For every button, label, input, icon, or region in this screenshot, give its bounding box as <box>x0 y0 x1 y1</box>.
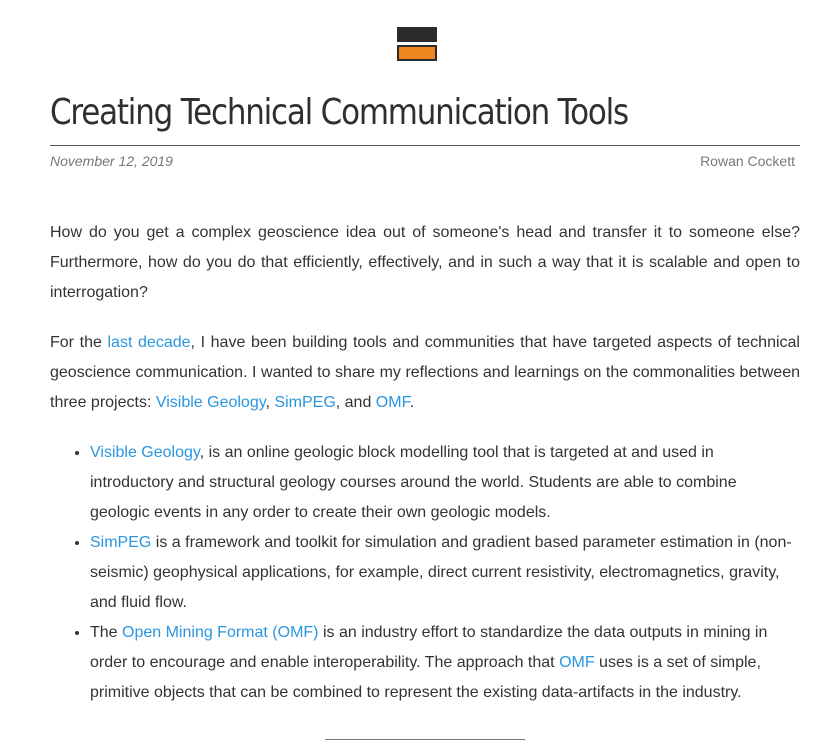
omf-prefix: The <box>90 624 123 641</box>
visible-geology-description: , is an online geologic block modelling tool that is targeted at and used in introductory and structural geology courses around the world. Students are able to combine geologic events in any order to create their own geologic models. <box>90 444 737 521</box>
context-text-b: , I have been building tools and communities that have targeted aspects of technical geoscience communication. I wanted to share my reflections and learnings on the commonalities between three projects: <box>50 334 800 411</box>
logo-bar-bottom <box>397 45 437 61</box>
logo-bar-top <box>397 27 437 42</box>
open-mining-format-link[interactable]: Open Mining Format (OMF) <box>122 624 319 641</box>
omf-description-a: is an industry effort to standardize the data outputs in mining in order to encourage and enable interoperability. The approach that <box>90 624 768 671</box>
simpeg-description: is a framework and toolkit for simulation and gradient based parameter estimation in (non-seismic) geophysical applications, for example, direct current resistivity, electromagnetics, gravity, and fluid flow. <box>90 534 792 611</box>
omf-link[interactable]: OMF <box>375 394 410 411</box>
simpeg-link[interactable]: SimPEG <box>274 394 336 411</box>
post-title: Creating Technical Communication Tools <box>50 92 628 133</box>
omf-inline-link[interactable]: OMF <box>559 654 595 671</box>
projects-list <box>50 438 800 708</box>
logo-bar-accent <box>399 47 435 59</box>
site-logo-icon[interactable] <box>397 27 437 61</box>
omf-description-b: uses is a set of simple, primitive objects that can be combined to represent the existing data-artifacts in the industry. <box>90 654 761 701</box>
context-text-a: For the <box>50 334 108 351</box>
post-date: November 12, 2019 <box>50 153 173 169</box>
context-text-d: , and <box>335 394 376 411</box>
post-body <box>50 218 800 708</box>
simpeg-item-link[interactable]: SimPEG <box>90 534 152 551</box>
context-text-e: . <box>409 394 415 411</box>
list-item-simpeg <box>90 528 800 618</box>
post-author: Rowan Cockett <box>700 153 795 169</box>
context-paragraph <box>50 328 800 418</box>
visible-geology-item-link[interactable]: Visible Geology <box>90 444 200 461</box>
intro-paragraph <box>50 218 800 308</box>
title-divider <box>50 145 800 146</box>
list-item-visible-geology <box>90 438 800 528</box>
section-divider <box>325 739 525 740</box>
intro-text: How do you get a complex geoscience idea out of someone's head and transfer it to someone else? Furthermore, how do you do that efficiently, effectively, and in such a way that it is scalable and open to interrogation? <box>50 224 800 301</box>
context-text-c: , <box>265 394 275 411</box>
visible-geology-link[interactable]: Visible Geology <box>155 394 266 411</box>
last-decade-link[interactable]: last decade <box>107 334 191 351</box>
list-item-omf <box>90 618 800 708</box>
